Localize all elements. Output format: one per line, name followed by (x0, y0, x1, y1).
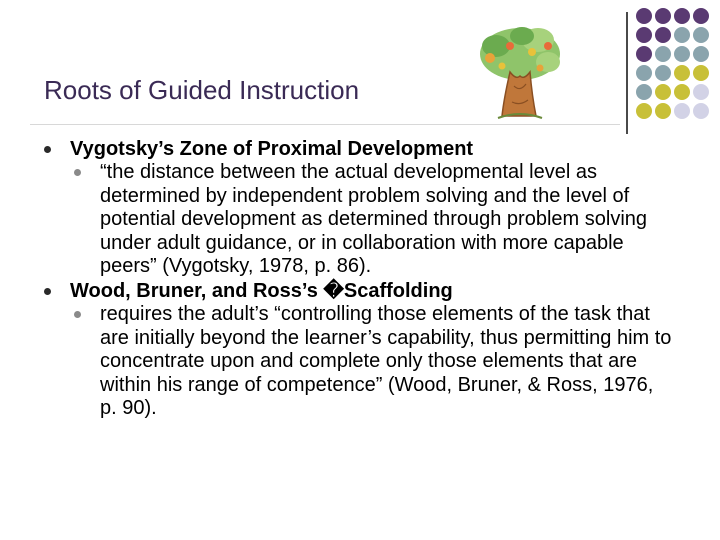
decorative-dot (636, 8, 652, 24)
list-subitem (44, 303, 674, 421)
decorative-dot (693, 46, 709, 62)
list-item (44, 137, 674, 161)
sub-bullet-text: “the distance between the actual developmental level as determined by independent problem solving and the level of potential development as determined through problem solving under adult guidance, or in collaboration with more capable peers” (Vygotsky, 1978, p. 86). (100, 161, 648, 278)
sub-bullet-text: requires the adult’s “controlling those elements of the task that are initially beyond the learner’s capability, thus permitting him to concentrate upon and complete only those elements that are within his range of competence” (Wood, Bruner, & Ross, 1976, p. 90). (100, 302, 672, 420)
decorative-dot (674, 84, 690, 100)
bullet-icon (44, 288, 51, 295)
decorative-dot (636, 65, 652, 81)
decorative-dot (636, 84, 652, 100)
decorative-dot (693, 84, 709, 100)
decorative-dot (674, 65, 690, 81)
decorative-dot (655, 8, 671, 24)
bullet-text: Vygotsky’s Zone of Proximal Development (70, 138, 474, 160)
decorative-dot (655, 27, 671, 43)
decorative-dot (655, 84, 671, 100)
decorative-dot (693, 8, 709, 24)
decorative-dot (674, 8, 690, 24)
vertical-divider (626, 12, 628, 134)
decorative-dot (674, 46, 690, 62)
sub-bullet-icon (74, 169, 81, 176)
decorative-dot (693, 65, 709, 81)
decorative-dot (636, 46, 652, 62)
decorative-dot (636, 103, 652, 119)
content-list (44, 137, 674, 421)
page-title: Roots of Guided Instruction (44, 75, 360, 105)
decorative-dot (693, 103, 709, 119)
decorative-dot (655, 46, 671, 62)
decorative-dot (655, 65, 671, 81)
bullet-icon (44, 146, 51, 153)
decorative-dot (674, 103, 690, 119)
decorative-dot (655, 103, 671, 119)
sub-bullet-icon (74, 311, 81, 318)
decorative-dot (693, 27, 709, 43)
tree-icon (474, 24, 566, 127)
decorative-dot (636, 27, 652, 43)
list-item (44, 279, 674, 303)
list-subitem (44, 161, 674, 279)
decorative-dot (674, 27, 690, 43)
bullet-text: Wood, Bruner, and Ross’s �Scaffolding (70, 279, 453, 302)
